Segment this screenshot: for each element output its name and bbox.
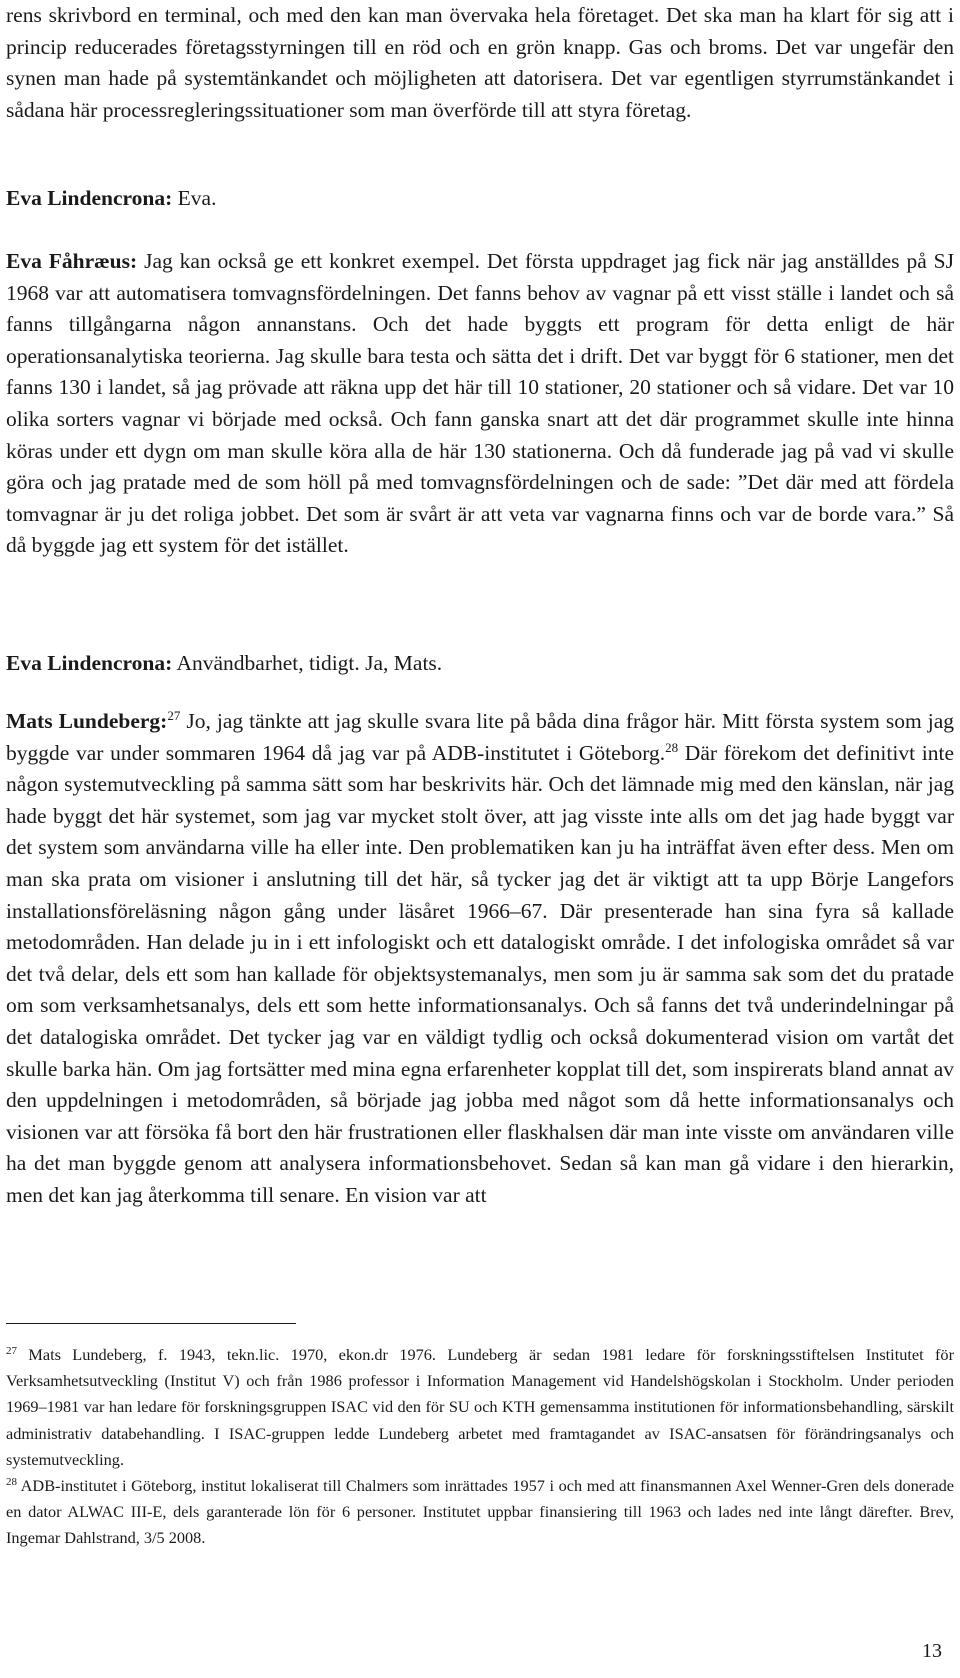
footnote-ref-28[interactable]: 28 (665, 739, 679, 755)
paragraph-mats-lundeberg (6, 706, 954, 1212)
footnotes (6, 1342, 954, 1552)
footnote-28 (6, 1473, 954, 1552)
paragraph-text: Eva. (172, 186, 217, 210)
footnote-separator (6, 1323, 296, 1324)
paragraph-intro (6, 0, 954, 126)
speaker-name: Eva Lindencrona: (6, 651, 173, 675)
paragraph-eva-fahraeus (6, 246, 954, 562)
footnote-number: 27 (6, 1345, 17, 1357)
footnote-number: 28 (6, 1476, 17, 1489)
page-number: 13 (922, 1640, 942, 1662)
footnote-ref-27[interactable]: 27 (167, 708, 181, 723)
paragraph-text: Där förekom det definitivt inte någon systemutveckling på samma sätt som har beskrivits här. Och det lämnade mig med den känslan, när jag hade byggt det här systemet, som jag var mycket stolt över, att jag visste inte alls om det jag hade byggt var det system som användarna ville ha eller inte. Den problematiken kan ju ha inträffat även efter dess. Men om man ska prata om visioner i anslutning till det här, så tycker jag det är viktigt att ta upp Börje Langefors installationsföreläsning någon gång under läsåret 1966–67. Där presenterade han sina fyra så kallade metodområden. Han delade ju in i ett infologiskt och ett datalogiskt område. I det infologiska området så var det två delar, dels ett som han kallade för objektsystemanalys, men som ju är samma sak som det du pratade om som verksamhetsanalys, dels ett som hette informationsanalys. Och så fanns det två underindelningar på det datalogiska området. Det tycker jag var en väldigt tydlig och också dokumenterad vision om vartåt det skulle barka hän. Om jag fortsätter med mina egna erfarenheter kopplat till det, som inspirerats bland annat av den uppdelningen i metodområden, så började jag jobba med något som då hette informationsanalys och visionen var att försöka få bort den här frustrationen eller flaskhalsen där man inte visste om användaren ville ha det man byggde genom att analysera informationsbehovet. Sedan så kan man gå vidare i den hierarkin, men det kan jag återkomma till senare. En vision var att (6, 740, 955, 1207)
paragraph-text: Användbarhet, tidigt. Ja, Mats. (172, 651, 443, 675)
footnote-text: ADB-institutet i Göteborg, institut lokaliserat till Chalmers som inrättades 1957 i och med att finansmannen Axel Wenner-Gren dels donerade en dator ALWAC III-E, dels garanterade lön för 6 personer. Institutet uppbar finansiering till 1963 och lades ned inte långt därefter. Brev, Ingemar Dahlstrand, 3/5 2008. (6, 1476, 954, 1548)
paragraph-text: Jo, jag tänkte att jag skulle svara lite på båda dina frågor här. Mitt första system som jag byggde var under sommaren 1964 då jag var på ADB-institutet i Göteborg. (6, 709, 954, 765)
speaker-name: Mats Lundeberg: (6, 709, 168, 733)
footnote-text: Mats Lundeberg, f. 1943, tekn.lic. 1970, ekon.dr 1976. Lundeberg är sedan 1981 ledare för forskningsstiftelsen Institutet för Verksamhetsutveckling (Institut V) och från 1986 professor i Information Management vid Handelshögskolan i Stockholm. Under perioden 1969–1981 var han ledare för forskningsgruppen ISAC vid den för SU och KTH gemensamma institutionen för informationsbehandling, särskilt administrativ databehandling. I ISAC-gruppen ledde Lundeberg arbetet med framtagandet av ISAC-ansatsen för förändringsanalys och systemutveckling. (6, 1345, 954, 1469)
speaker-name: Eva Fåhræus: (6, 249, 138, 273)
paragraph-eva-lindencrona-2 (6, 648, 954, 680)
paragraph-eva-lindencrona-1 (6, 183, 954, 215)
paragraph-text: rens skrivbord en terminal, och med den kan man övervaka hela företaget. Det ska man ha klart för sig att i princip reducerades företagsstyrningen till en röd och en grön knapp. Gas och broms. Det var ungefär den synen man hade på systemtänkandet och möjligheten att datorisera. Det var egentligen styrrumstänkandet i sådana här processregleringssituationer som man överförde till att styra företag. (6, 3, 954, 122)
paragraph-text: Jag kan också ge ett konkret exempel. Det första uppdraget jag fick när jag anställdes på SJ 1968 var att automatisera tomvagnsfördelningen. Det fanns behov av vagnar på ett visst ställe i landet och så fanns tillgångarna någon annanstans. Och det hade byggts ett program för detta enligt de här operationsanalytiska teorierna. Jag skulle bara testa och sätta det i drift. Det var byggt för 6 stationer, men det fanns 130 i landet, så jag prövade att räkna upp det här till 10 stationer, 20 stationer och så vidare. Det var 10 olika sorters vagnar vi började med också. Och fann ganska snart att det där programmet skulle inte hinna köras under ett dygn om man skulle köra alla de här 130 stationerna. Och då funderade jag på vad vi skulle göra och jag pratade med de som höll på med tomvagnsfördelningen och de sade: ”Det där med att fördela tomvagnar är ju det roliga jobbet. Det som är svårt är att veta var vagnarna finns och var de borde vara.” Så då byggde jag ett system för det istället. (6, 249, 955, 558)
footnote-27 (6, 1342, 954, 1473)
speaker-name: Eva Lindencrona: (6, 186, 173, 210)
